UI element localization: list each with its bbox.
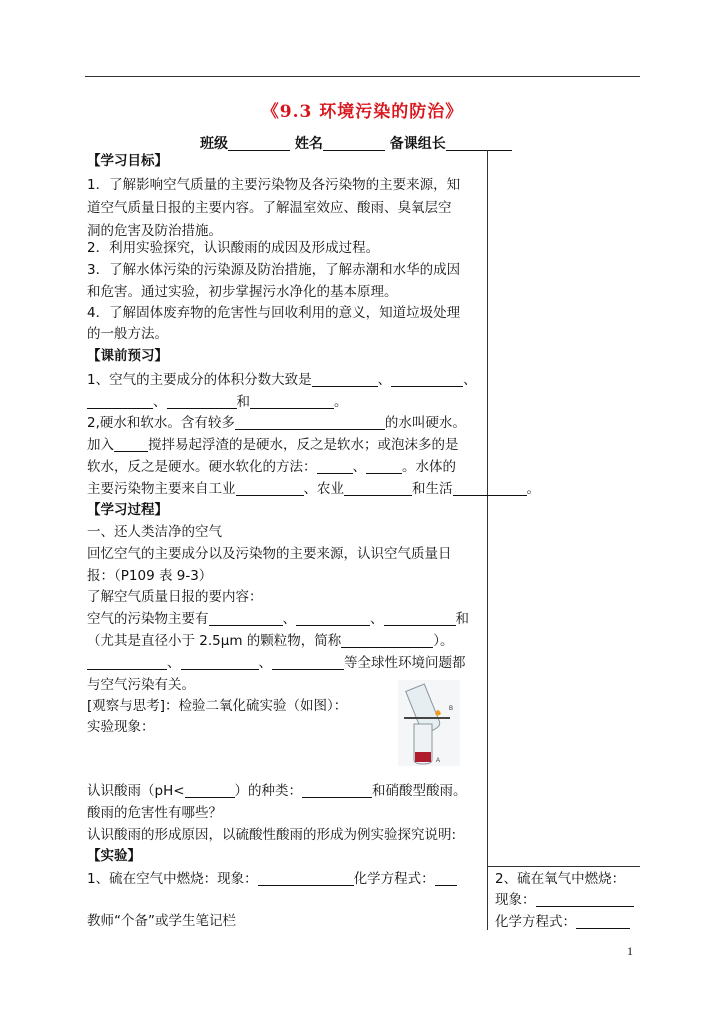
goal-1c: 洞的危害及防治措施。 bbox=[87, 223, 222, 239]
info-line bbox=[200, 133, 512, 153]
name-blank bbox=[323, 136, 385, 151]
process-5: 空气的污染物主要有 、 、 和 bbox=[87, 611, 469, 627]
page-number: 1 bbox=[627, 944, 633, 958]
goal-3b: 和危害。通过实验，初步掌握污水净化的基本原理。 bbox=[87, 284, 398, 300]
goals-heading: 【学习目标】 bbox=[87, 153, 168, 169]
so2-experiment-figure bbox=[398, 680, 460, 766]
process-8: 与空气污染有关。 bbox=[87, 677, 195, 693]
process-3: 报：（P109 表 9-3） bbox=[87, 568, 213, 584]
class-blank bbox=[228, 136, 290, 151]
preview-1a: 1、空气的主要成分的体积分数大致是 、 、 bbox=[87, 372, 477, 388]
preview-heading: 【课前预习】 bbox=[87, 348, 168, 364]
process-7: 、 、 等全球性环境问题都 bbox=[87, 652, 466, 675]
page-title: 《9.3 环境污染的防治》 bbox=[261, 102, 464, 122]
preview-2c: 软水，反之是硬水。硬水软化的方法： 、 。水体的 bbox=[87, 459, 456, 475]
goal-1a: 1．了解影响空气质量的主要污染物及各污染物的主要来源，知 bbox=[87, 177, 461, 193]
process-6: （尤其是直径小于 2.5μm 的颗粒物，简称 ）。 bbox=[87, 633, 454, 649]
process-12: 酸雨的危害性有哪些？ bbox=[87, 805, 222, 821]
goal-4b: 的一般方法。 bbox=[87, 326, 168, 342]
label-a: A bbox=[436, 758, 441, 764]
process-10: 实验现象： bbox=[87, 719, 155, 735]
side-3: 化学方程式： bbox=[495, 913, 630, 931]
process-11: 认识酸雨（pH< ）的种类： 和硝酸型酸雨。 bbox=[87, 783, 467, 799]
side-column-rule bbox=[487, 866, 640, 867]
class-label: 班级 bbox=[200, 136, 228, 152]
preview-1b: 、 和 。 bbox=[87, 391, 348, 414]
experiment-1: 1、硫在空气中燃烧：现象： 化学方程式： bbox=[87, 868, 457, 891]
header-rule bbox=[85, 76, 640, 77]
preview-2d: 主要污染物主要来自工业 、农业 和生活 。 bbox=[87, 481, 540, 497]
notes-label: 教师“个备”或学生笔记栏 bbox=[87, 913, 236, 929]
label-b: B bbox=[449, 706, 454, 712]
preview-2b: 加入 搅拌易起浮渣的是硬水，反之是软水；或泡沫多的是 bbox=[87, 437, 459, 453]
process-9: [观察与思考]：检验二氧化硫实验（如图）： bbox=[87, 698, 348, 714]
goal-2: 2．利用实验探究，认识酸雨的成因及形成过程。 bbox=[87, 240, 380, 256]
process-1: 一、还人类洁净的空气 bbox=[87, 524, 222, 540]
side-2: 现象： bbox=[495, 891, 634, 909]
goal-1b: 道空气质量日报的主要内容。了解温室效应、酸雨、臭氧层空 bbox=[87, 200, 452, 216]
preview-2a: 2,硬水和软水。含有较多 的水叫硬水。 bbox=[87, 415, 466, 431]
process-13: 认识酸雨的形成原因，以硫酸性酸雨的形成为例实验探究说明: bbox=[87, 827, 457, 843]
goal-4a: 4．了解固体废弃物的危害性与回收利用的意义，知道垃圾处理 bbox=[87, 305, 461, 321]
column-divider bbox=[487, 150, 488, 930]
leader-label: 备课组长 bbox=[389, 136, 446, 152]
side-1: 2、硫在氧气中燃烧： bbox=[495, 871, 626, 887]
process-heading: 【学习过程】 bbox=[87, 502, 168, 518]
name-label: 姓名 bbox=[294, 136, 323, 152]
experiment-heading: 【实验】 bbox=[87, 848, 141, 864]
process-2: 回忆空气的主要成分以及污染物的主要来源，认识空气质量日 bbox=[87, 546, 452, 562]
goal-3a: 3．了解水体污染的污染源及防治措施，了解赤潮和水华的成因 bbox=[87, 262, 461, 278]
process-4: 了解空气质量日报的要内容： bbox=[87, 589, 263, 605]
leader-blank bbox=[446, 136, 512, 151]
